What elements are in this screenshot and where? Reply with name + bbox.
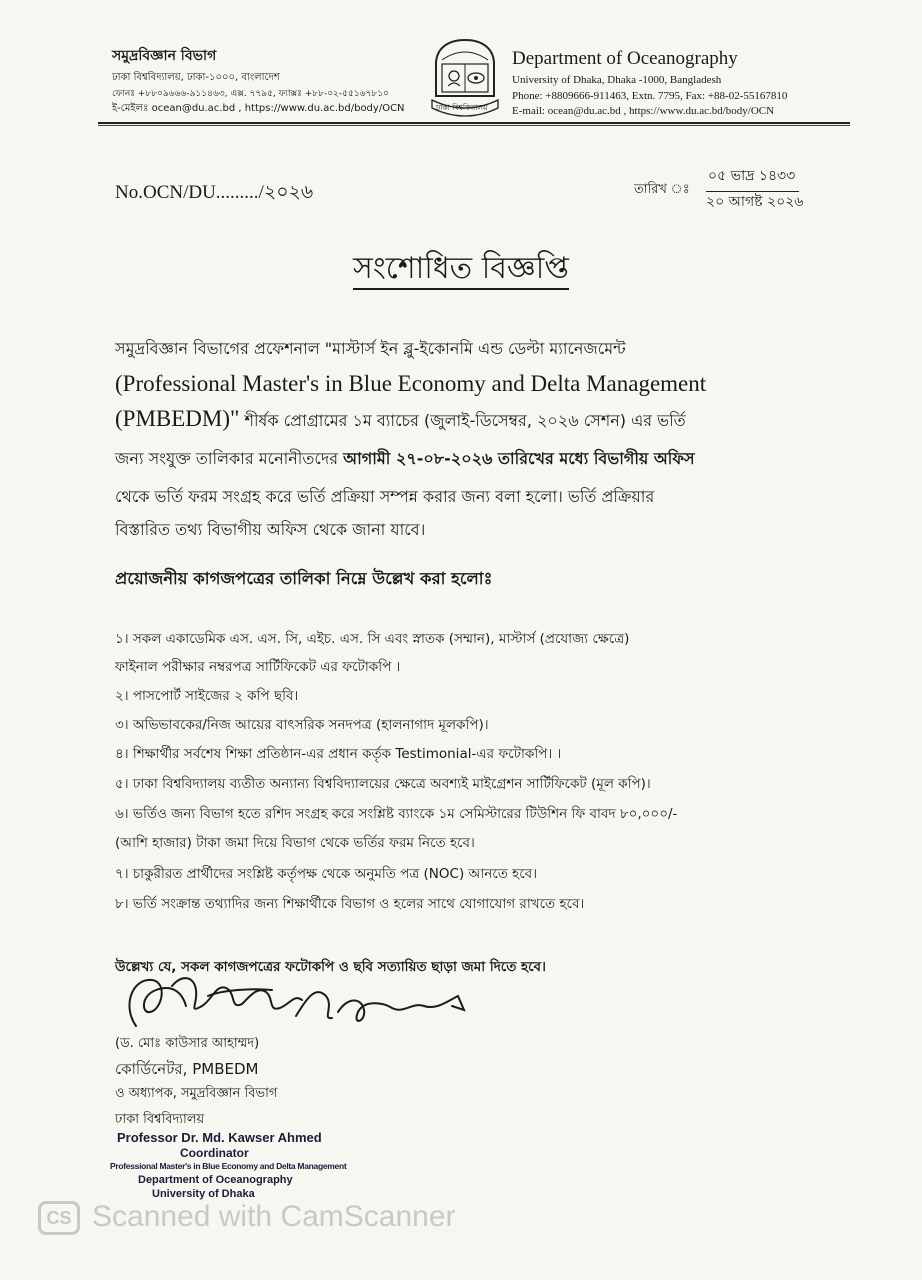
- seal-department: Department of Oceanography: [138, 1174, 293, 1186]
- reference-number: No.OCN/DU........./২০২৬: [115, 182, 314, 203]
- letterhead-en-email: E-mail: ocean@du.ac.bd , https://www.du.ac.bd/body/OCN: [512, 105, 775, 117]
- letterhead-en-dept: Department of Oceanography: [512, 48, 738, 69]
- letterhead-bn-email: ই-মেইলঃ ocean@du.ac.bd , https://www.du.ac.bd/body/OCN: [112, 103, 405, 114]
- body-line-5: থেকে ভর্তি ফরম সংগ্রহ করে ভর্তি প্রক্রিয়া সম্পন্ন করার জন্য বলা হলো। ভর্তি প্রক্রিয়ার: [115, 487, 655, 506]
- date-bangla: ০৫ ভাদ্র ১৪৩৩: [706, 164, 799, 192]
- list-item: ফাইনাল পরীক্ষার নম্বরপত্র সার্টিফিকেট এর ফটোকপি ।: [115, 659, 401, 675]
- attestation-note: উল্লেখ্য যে, সকল কাগজপত্রের ফটোকপি ও ছবি সত্যায়িত ছাড়া জমা দিতে হবে।: [115, 959, 546, 975]
- signatory-professor-bn: ও অধ্যাপক, সমুদ্রবিজ্ঞান বিভাগ: [115, 1086, 278, 1101]
- date-gregorian: ২০ আগষ্ট ২০২৬: [706, 194, 804, 210]
- seal-university: University of Dhaka: [152, 1188, 255, 1200]
- body-line-3-text: শীর্ষক প্রোগ্রামের ১ম ব্যাচের (জুলাই-ডিসেম্বর, ২০২৬ সেশন) এর ভর্তি: [239, 411, 686, 430]
- letterhead-bn-univ: ঢাকা বিশ্ববিদ্যালয়, ঢাকা-১০০০, বাংলাদেশ: [112, 72, 280, 83]
- signatory-university-bn: ঢাকা বিশ্ববিদ্যালয়: [115, 1112, 205, 1127]
- notice-title: [0, 244, 922, 295]
- list-item: ৮। ভর্তি সংক্রান্ত তথ্যাদির জন্য শিক্ষার্থীকে বিভাগ ও হলের সাথে যোগাযোগ রাখতে হবে।: [115, 896, 585, 912]
- body-line-4-text: জন্য সংযুক্ত তালিকার মনোনীতদের: [115, 449, 344, 468]
- list-item: ৩। অভিভাবকের/নিজ আয়ের বাৎসরিক সনদপত্র (হালনাগাদ মূলকপি)।: [115, 717, 489, 733]
- camscanner-watermark: Scanned with CamScanner: [92, 1200, 456, 1233]
- list-item: ২। পাসপোর্ট সাইজের ২ কপি ছবি।: [115, 688, 299, 704]
- seal-title: Coordinator: [180, 1146, 249, 1160]
- program-acronym: (PMBEDM)": [115, 406, 240, 431]
- list-item: ৬। ভর্তিও জন্য বিভাগ হতে রশিদ সংগ্রহ করে সংশ্লিষ্ট ব্যাংকে ১ম সেমিস্টারের টিউশিন ফি বাবদ ৮০,০০০/-: [115, 806, 678, 822]
- list-item: ১। সকল একাডেমিক এস. এস. সি, এইচ. এস. সি এবং স্নাতক (সম্মান), মাস্টার্স (প্রযোজ্য ক্ষেত্রে): [115, 631, 630, 647]
- body-line-2: (Professional Master's in Blue Economy and Delta Management: [115, 371, 707, 396]
- header-rule-thin: [98, 125, 850, 126]
- seal-program: Professional Master's in Blue Economy and Delta Management: [110, 1161, 347, 1171]
- date-label: তারিখ ঃ: [634, 182, 690, 197]
- notice-title-text: সংশোধিত বিজ্ঞপ্তি: [353, 251, 569, 290]
- list-item: ৫। ঢাকা বিশ্ববিদ্যালয় ব্যতীত অন্যান্য বিশ্ববিদ্যালয়ের ক্ষেত্রে অবশ্যই মাইগ্রেশন সার্টিফিকেট (মূল কপি)।: [115, 776, 651, 792]
- letterhead-en-univ: University of Dhaka, Dhaka -1000, Bangladesh: [512, 74, 722, 86]
- letterhead-bn-phone: ফোনঃ +৮৮০৯৬৬৬-৯১১৪৬৩, এক্স. ৭৭৯৫, ফ্যাক্সঃ +৮৮-০২-৫৫১৬৭৮১০: [112, 89, 389, 99]
- body-line-6: বিস্তারিত তথ্য বিভাগীয় অফিস থেকে জানা যাবে।: [115, 520, 426, 539]
- body-line-1: সমুদ্রবিজ্ঞান বিভাগের প্রফেশনাল "মাস্টার্স ইন ব্লু-ইকোনমি এন্ড ডেল্টা ম্যানেজমেন্ট: [115, 339, 626, 358]
- letterhead-bn-dept: সমুদ্রবিজ্ঞান বিভাগ: [112, 48, 217, 64]
- logo-banner-text: ঢাকা বিশ্ববিদ্যালয়: [436, 103, 488, 112]
- camscanner-logo-icon: CS: [38, 1201, 80, 1235]
- body-line-4: [115, 446, 695, 473]
- signatory-role-bn: কোর্ডিনেটর, PMBEDM: [115, 1060, 259, 1078]
- body-line-3: [115, 406, 686, 435]
- header-rule: [98, 122, 850, 124]
- list-item: (আশি হাজার) টাকা জমা দিয়ে বিভাগ থেকে ভর্তির ফরম নিতে হবে।: [115, 835, 475, 851]
- seal-name: Professor Dr. Md. Kawser Ahmed: [117, 1130, 322, 1145]
- deadline-text: আগামী ২৭-০৮-২০২৬ তারিখের মধ্যে বিভাগীয় অফিস: [343, 449, 695, 468]
- list-item: ৭। চাকুরীরত প্রার্থীদের সংশ্লিষ্ট কর্তৃপক্ষ থেকে অনুমতি পত্র (NOC) আনতে হবে।: [115, 866, 538, 882]
- list-item: ৪। শিক্ষার্থীর সর্বশেষ শিক্ষা প্রতিষ্ঠান-এর প্রধান কর্তৃক Testimonial-এর ফটোকপি। ।: [115, 746, 562, 762]
- documents-list-heading: প্রয়োজনীয় কাগজপত্রের তালিকা নিম্নে উল্লেখ করা হলোঃ: [115, 569, 493, 588]
- signatory-name-bn: (ড. মোঃ কাউসার আহাম্মদ): [115, 1036, 260, 1051]
- letterhead-en-phone: Phone: +8809666-911463, Extn. 7795, Fax: +88-02-55167810: [512, 90, 788, 102]
- university-logo: [428, 34, 502, 124]
